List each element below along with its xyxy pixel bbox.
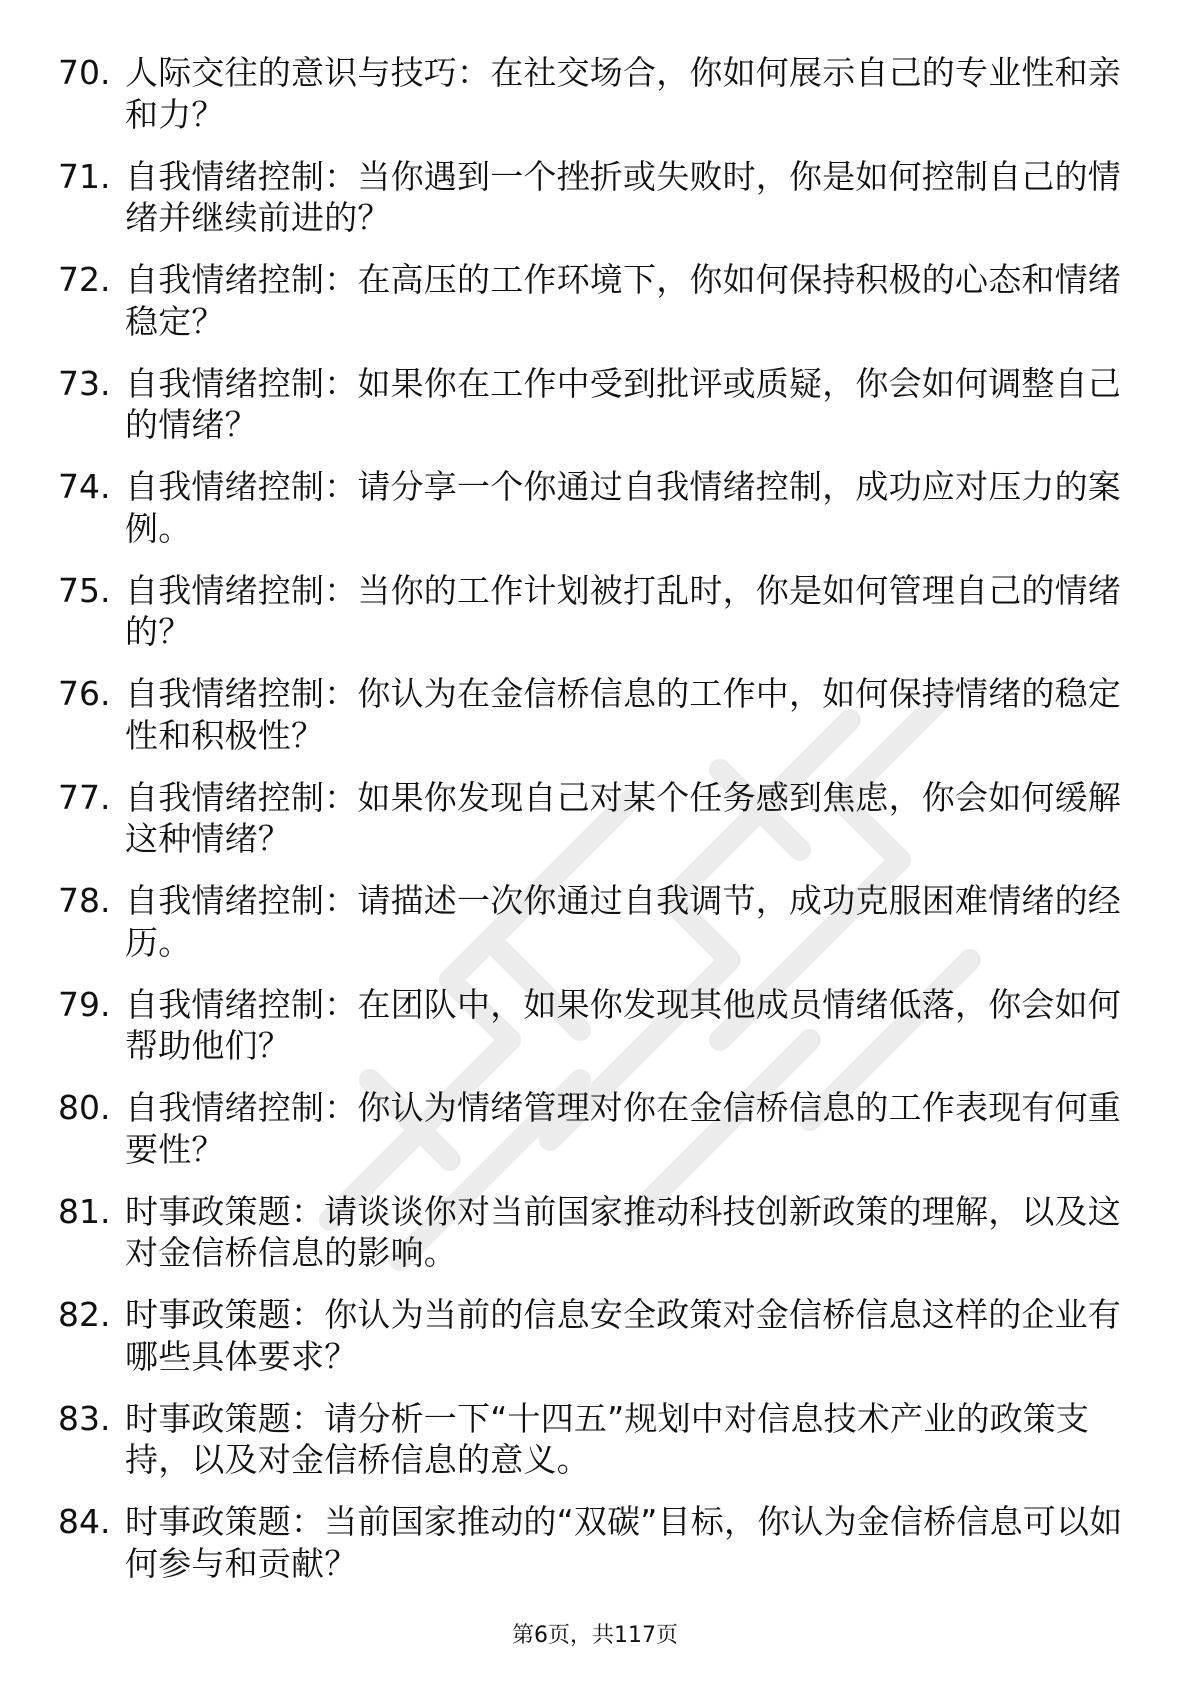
question-number: 82. [58,1295,111,1334]
question-text: 自我情绪控制：如果你发现自己对某个任务感到焦虑，你会如何缓解这种情绪？ [125,777,1121,858]
page-footer [0,1618,1190,1649]
question-list [58,52,1128,1605]
question-number: 71. [58,156,111,196]
list-item [58,363,1128,467]
list-item [58,1398,1128,1502]
question-text: 自我情绪控制：请描述一次你通过自我调节，成功克服困难情绪的经历。 [125,881,1121,962]
list-item [58,52,1128,156]
question-number: 78. [58,881,111,920]
list-item [58,259,1128,363]
question-text: 自我情绪控制：如果你在工作中受到批评或质疑，你会如何调整自己的情绪？ [125,363,1121,444]
list-item [58,156,1128,260]
question-number: 81. [58,1191,111,1231]
list-item [58,673,1128,777]
list-item [58,777,1128,881]
question-text: 时事政策题：请分析一下“十四五”规划中对信息技术产业的政策支持，以及对金信桥信息的意义。 [125,1398,1090,1479]
question-text: 时事政策题：当前国家推动的“双碳”目标，你认为金信桥信息可以如何参与和贡献？ [125,1502,1123,1583]
question-text: 自我情绪控制：在高压的工作环境下，你如何保持积极的心态和情绪稳定？ [125,260,1121,341]
list-item [58,1191,1128,1295]
question-text: 自我情绪控制：你认为在金信桥信息的工作中，如何保持情绪的稳定性和积极性？ [125,674,1121,755]
page-number-label: 第6页，共117页 [512,1623,678,1648]
question-text: 时事政策题：你认为当前的信息安全政策对金信桥信息这样的企业有哪些具体要求？ [125,1295,1121,1376]
list-item [58,1294,1128,1398]
question-text: 自我情绪控制：请分享一个你通过自我情绪控制，成功应对压力的案例。 [125,467,1121,548]
question-number: 77. [58,777,111,817]
question-text: 时事政策题：请谈谈你对当前国家推动科技创新政策的理解，以及这对金信桥信息的影响。 [125,1191,1121,1272]
question-text: 自我情绪控制：当你的工作计划被打乱时，你是如何管理自己的情绪的？ [125,570,1121,651]
question-number: 79. [58,984,111,1024]
question-number: 76. [58,674,111,713]
list-item [58,570,1128,674]
question-number: 84. [58,1502,111,1541]
question-text: 自我情绪控制：当你遇到一个挫折或失败时，你是如何控制自己的情绪并继续前进的？ [125,156,1121,237]
question-number: 72. [58,260,111,299]
list-item [58,880,1128,984]
list-item [58,1501,1128,1605]
question-number: 73. [58,363,111,403]
question-text: 自我情绪控制：在团队中，如果你发现其他成员情绪低落，你会如何帮助他们？ [125,984,1121,1065]
question-number: 75. [58,570,111,610]
list-item [58,1087,1128,1191]
question-text: 人际交往的意识与技巧：在社交场合，你如何展示自己的专业性和亲和力？ [125,53,1121,134]
question-number: 74. [58,467,111,506]
question-text: 自我情绪控制：你认为情绪管理对你在金信桥信息的工作表现有何重要性？ [125,1088,1121,1169]
list-item [58,466,1128,570]
question-number: 80. [58,1088,111,1127]
list-item [58,984,1128,1088]
question-number: 70. [58,53,111,92]
question-number: 83. [58,1398,111,1438]
